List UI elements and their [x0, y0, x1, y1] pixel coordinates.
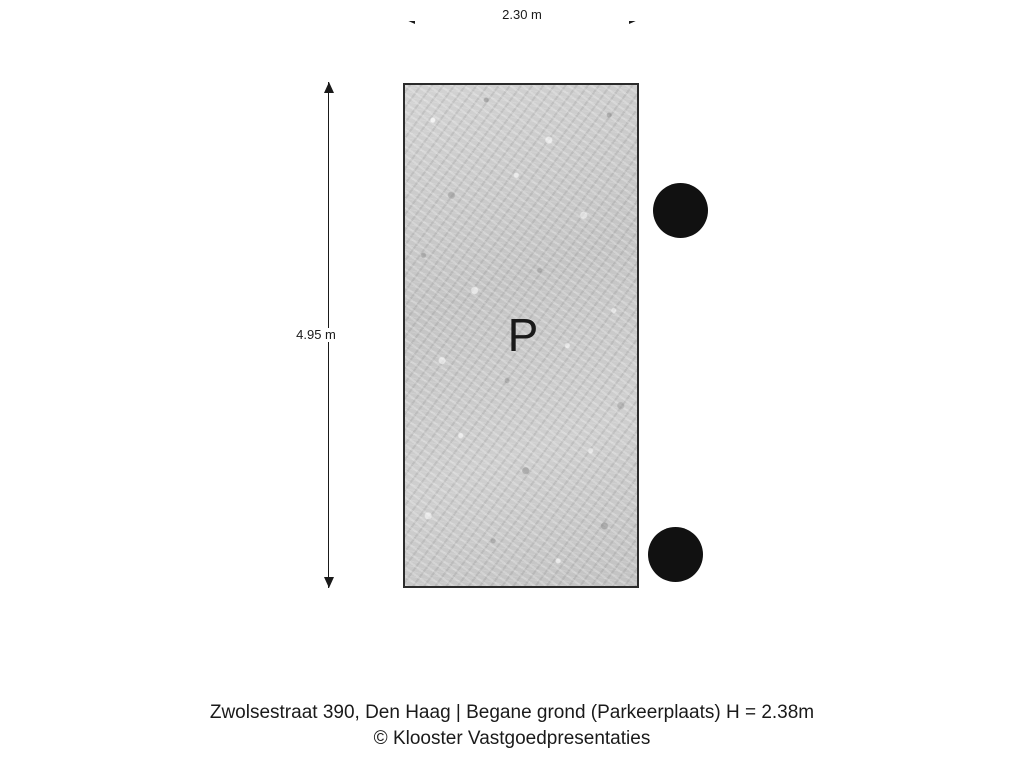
width-dimension — [404, 8, 640, 38]
caption — [0, 700, 1024, 752]
parking-space-label: P — [507, 308, 539, 361]
depth-dimension-label: 4.95 m — [276, 328, 356, 342]
caption-copyright-line: © Klooster Vastgoedpresentaties — [373, 728, 651, 749]
bollard-top-icon — [653, 183, 708, 238]
caption-address-line: Zwolsestraat 390, Den Haag | Begane grond (Parkeerplaats) H = 2.38m — [209, 702, 815, 723]
bollard-bottom-icon — [648, 527, 703, 582]
depth-arrow-up-icon — [324, 82, 334, 93]
depth-arrow-down-icon — [324, 577, 334, 588]
parking-space-rectangle — [403, 83, 639, 588]
width-dimension-label: 2.30 m — [496, 7, 548, 22]
depth-dimension — [296, 82, 370, 588]
width-dimension-label-wrap — [404, 8, 640, 21]
